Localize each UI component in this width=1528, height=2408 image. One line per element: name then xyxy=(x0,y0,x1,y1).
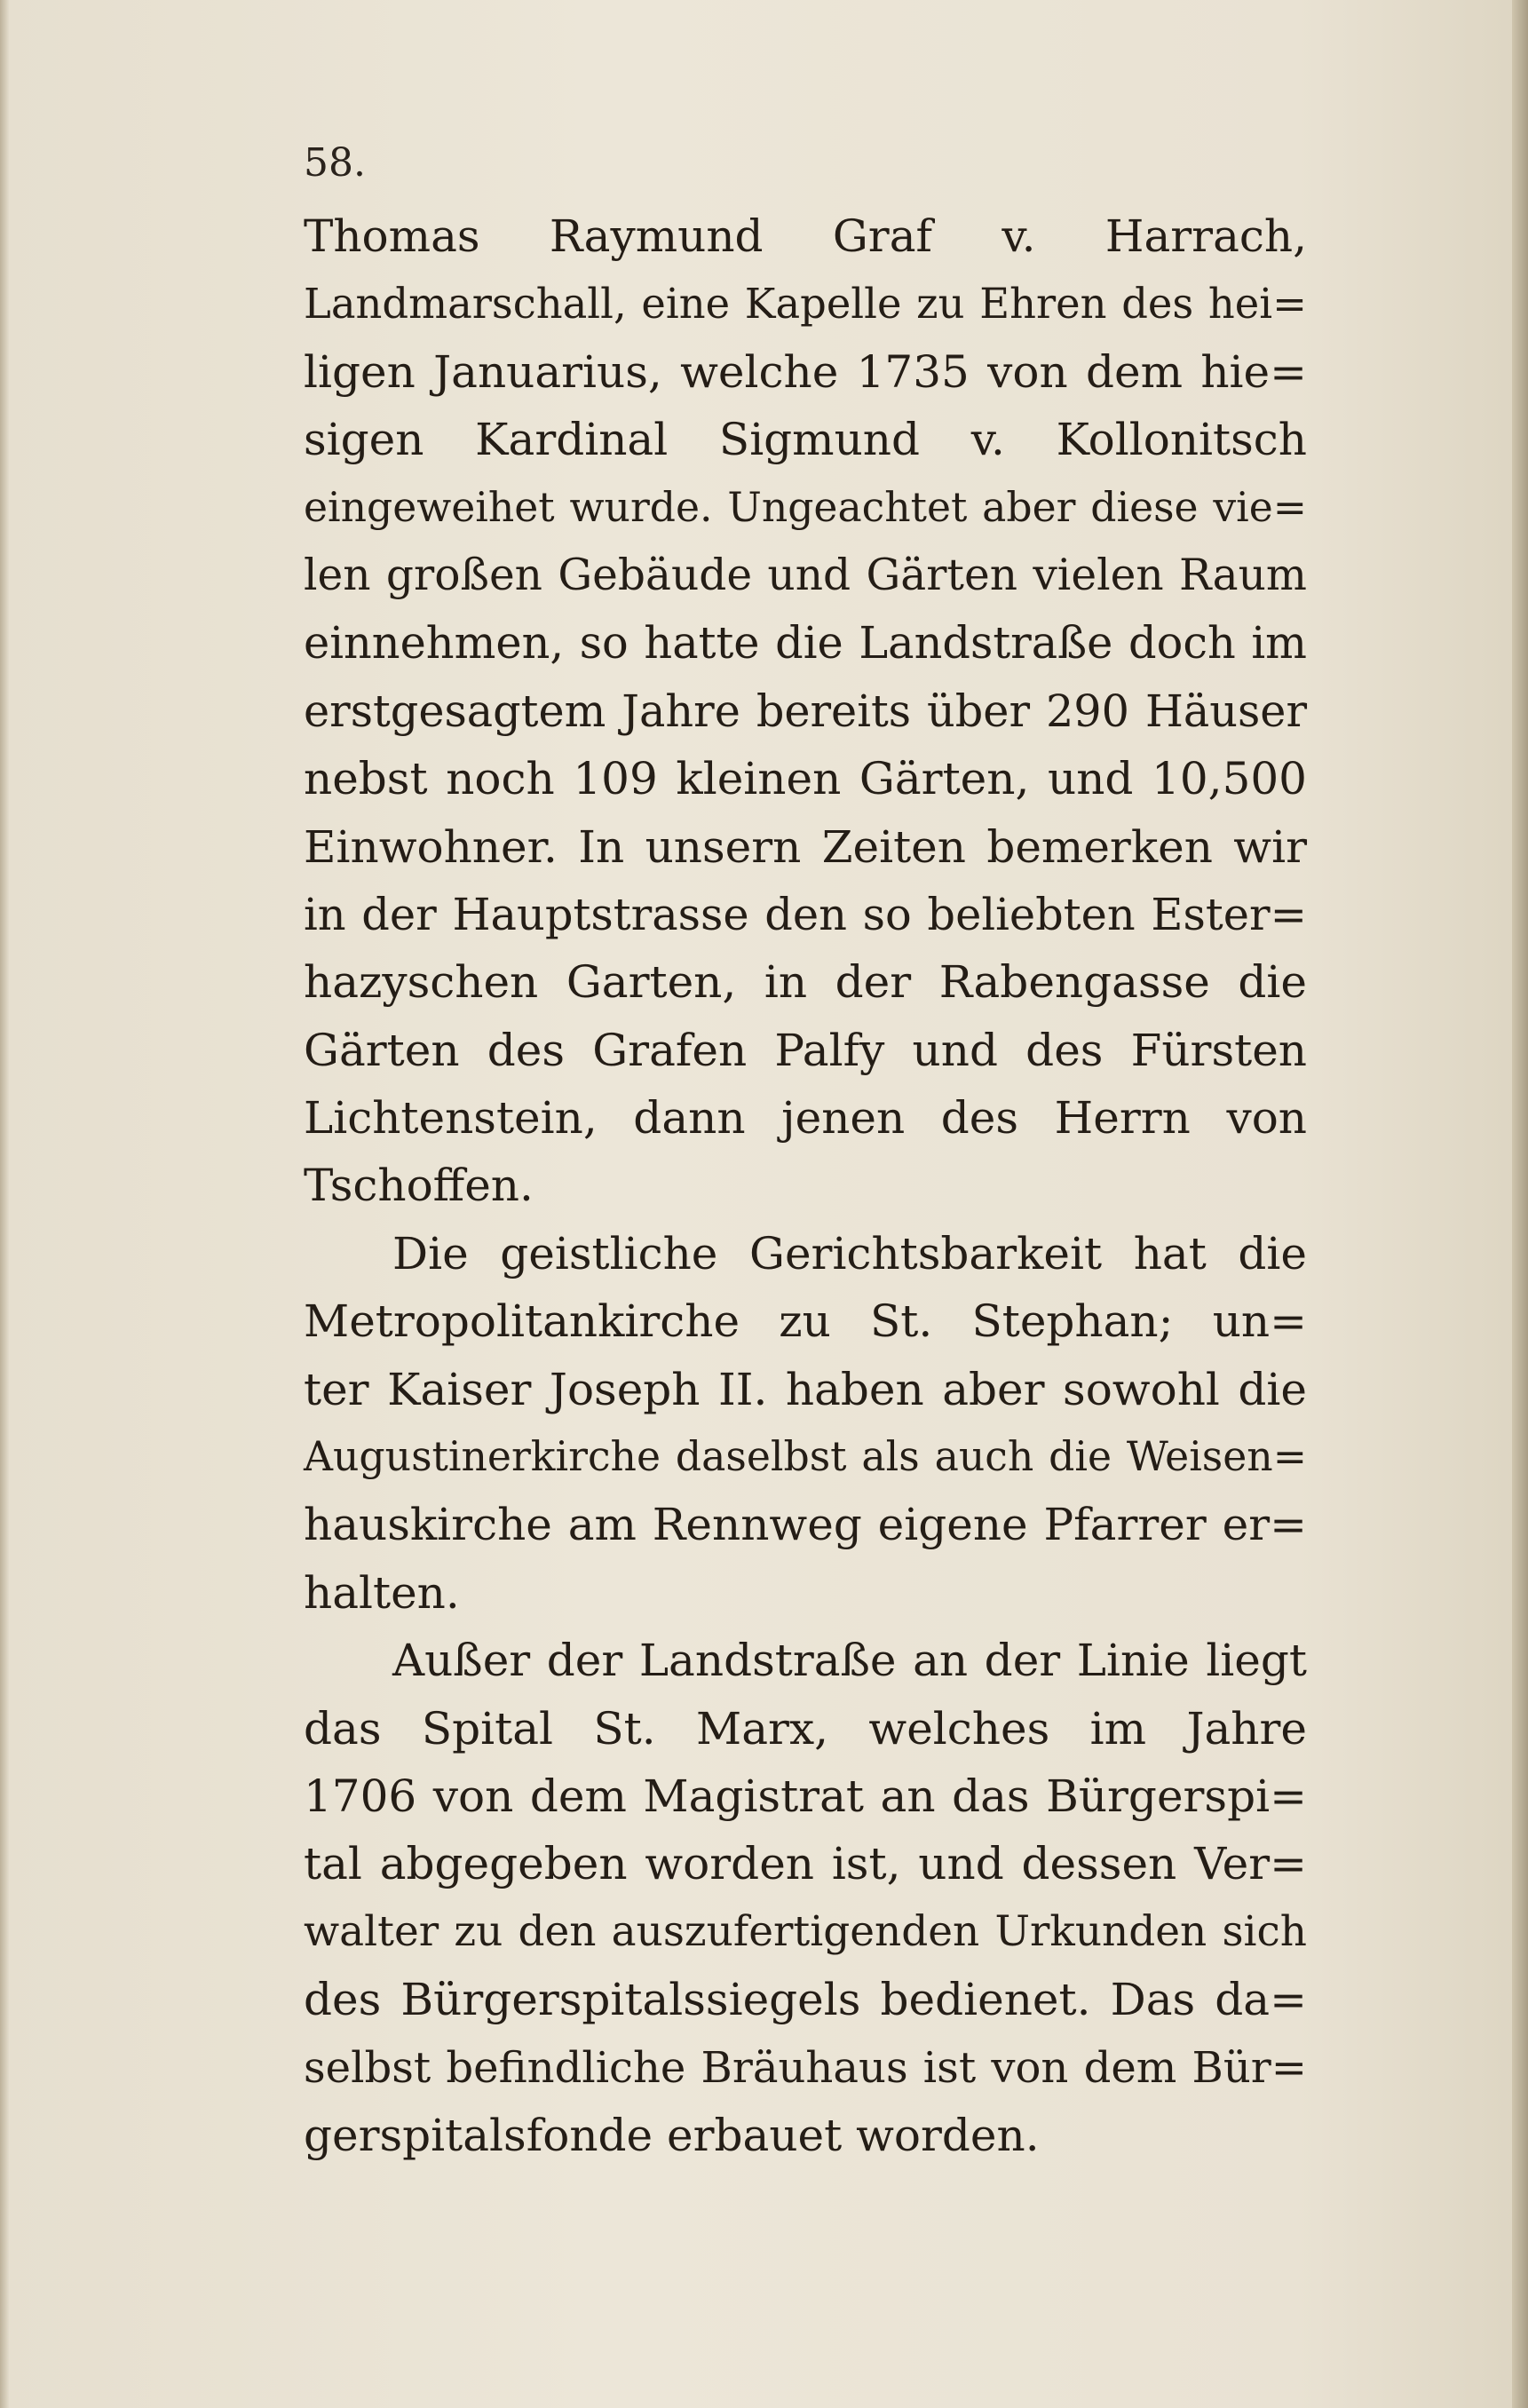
text-line: des Bürgerspitalssiegels bedienet. Das da= xyxy=(304,1974,1307,2026)
text-line: hazyschen Garten, in der Rabengasse die xyxy=(304,956,1307,1009)
text-line: erstgesagtem Jahre bereits über 290 Häuser xyxy=(304,685,1307,737)
text-line: sigen Kardinal Sigmund v. Kollonitsch xyxy=(304,414,1307,466)
text-line: halten. xyxy=(304,1566,460,1619)
text-line: Lichtenstein, dann jenen des Herrn von xyxy=(304,1092,1307,1145)
text-line: Thomas Raymund Graf v. Harrach, xyxy=(304,210,1307,262)
text-line: hauskirche am Rennweg eigene Pfarrer er= xyxy=(304,1499,1307,1551)
text-line: Tschoffen. xyxy=(304,1160,534,1212)
text-line: in der Hauptstrasse den so beliebten Ester= xyxy=(304,888,1307,940)
text-line: Die geistliche Gerichtsbarkeit hat die xyxy=(392,1227,1307,1279)
text-line: Außer der Landstraße an der Linie liegt xyxy=(392,1635,1307,1687)
text-line: Augustinerkirche daselbst als auch die Weisen= xyxy=(304,1433,1307,1481)
text-line: Metropolitankirche zu St. Stephan; un= xyxy=(304,1295,1307,1348)
text-line: einnehmen, so hatte die Landstraße doch im xyxy=(304,617,1307,669)
text-line: tal abgegeben worden ist, und dessen Ver= xyxy=(304,1838,1307,1890)
page-right-edge xyxy=(1512,0,1528,2408)
text-line: walter zu den auszufertigenden Urkunden sich xyxy=(304,1906,1307,1956)
text-line: Landmarschall, eine Kapelle zu Ehren des hei= xyxy=(304,280,1307,329)
text-line: 1706 von dem Magistrat an das Bürgerspi= xyxy=(304,1770,1307,1822)
text-line: ter Kaiser Joseph II. haben aber sowohl die xyxy=(304,1363,1307,1415)
text-line: ligen Januarius, welche 1735 von dem hie= xyxy=(304,345,1307,398)
text-line: selbst befindliche Bräuhaus ist von dem Bür= xyxy=(304,2042,1307,2093)
text-line: eingeweihet wurde. Ungeachtet aber diese vie= xyxy=(304,483,1307,531)
text-line: len großen Gebäude und Gärten vielen Raum xyxy=(304,550,1307,600)
text-line: Gärten des Grafen Palfy und des Fürsten xyxy=(304,1024,1307,1076)
text-line: Einwohner. In unsern Zeiten bemerken wir xyxy=(304,820,1307,873)
text-line: nebst noch 109 kleinen Gärten, und 10,500 xyxy=(304,753,1307,805)
page-left-edge xyxy=(0,0,9,2408)
text-line: gerspitalsfonde erbauet worden. xyxy=(304,2109,1040,2161)
body-text xyxy=(304,202,1307,2169)
page-number: 58. xyxy=(304,140,366,186)
text-line: das Spital St. Marx, welches im Jahre xyxy=(304,1702,1307,1755)
